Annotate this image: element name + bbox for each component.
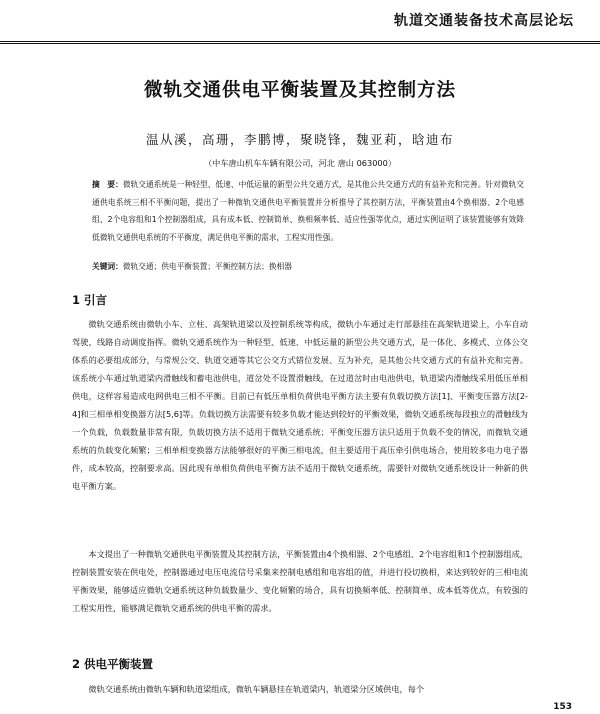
article-title: 微轨交通供电平衡装置及其控制方法 xyxy=(143,80,456,101)
body-paragraph: 微轨交通系统由微轨小车、立柱、高架轨道梁以及控制系统等构成，微轨小车通过走行部悬挂在高架轨道梁上，小车自动驾驶，线路自动调度指挥。微轨交通系统作为一种轻型、低速、中低运量的新型公共交通方式，是一体化、多模式、立体公交体系的必要组成部分，与常规公交、轨道交通等其它公交方式错位发展、互为补充，是其他公共交通方式的有益补充和完善。该系统小车通过轨道梁内滑触线和蓄电池供电，道岔处不设置滑触线，在过道岔时由电池供电，轨道梁内滑触线采用低压单相供电，这样容易造成电网供电三相不平衡。目前已有低压单相负荷供电平衡方法主要有负载切换方法[1]、平衡变压器方法[2-4]和三相单相变换器方法[5,6]等。负载切换方法需要有较多负载才能达到较好的平衡效果，微轨交通系统每段独立的滑触线为一个负载，负载数量非常有限，负载切换方法不适用于微轨交通系统；平衡变压器方法只适用于负载不变的情况，而微轨交通系统的负载变化频繁；三相单相变换器方法能够很好的平衡三相电流，但主要适用于高压牵引供电场合，使用较多电力电子器件，成本较高，控制要求高。因此现有单相负荷供电平衡方法不适用于微轨交通系统，需要针对微轨交通系统设计一种新的供电平衡方案。 xyxy=(72,319,528,491)
keywords xyxy=(92,260,524,274)
abstract xyxy=(92,176,524,246)
section-heading-introduction: 1 引言 xyxy=(72,293,108,307)
abstract-label: 摘 要： xyxy=(92,180,123,189)
journal-title: 轨道交通装备技术高层论坛 xyxy=(394,13,574,29)
author-list: 温从溪，高珊，李鹏博，聚晓锋，魏亚莉，晗迪布 xyxy=(145,132,454,147)
running-header xyxy=(0,0,600,44)
abstract-text: 微轨交通系统是一种轻型、低速、中低运量的新型公共交通方式，是其他公共交通方式的有益补充和完善。针对微轨交通供电系统三相不平衡问题，提出了一种微轨交通供电平衡装置并分析推导了其控制方法，平衡装置由4个换相器、2个电感组、2个电容组和1个控制器组成，具有成本低、控制简单、换相频率低、适应性强等优点，通过实例证明了该装置能够有效降低微轨交通供电系统的不平衡度，满足供电平衡的需求，工程实用性强。 xyxy=(92,180,524,242)
keywords-label: 关键词： xyxy=(92,262,123,271)
body-paragraph: 本文提出了一种微轨交通供电平衡装置及其控制方法，平衡装置由4个换相器、2个电感组、2个电容组和1个控制器组成，控制装置安装在供电处，控制器通过电压电流信号采集来控制电感组和电容组的值，并进行投切换相，来达到较好的三相电流平衡效果，能够适应微轨交通系统这种负载数量少、变化频繁的场合，具有切换频率低、控制简单、成本低等优点，有较强的工程实用性，能够满足微轨交通系统的供电平衡的需求。 xyxy=(72,549,528,613)
section-heading-power-balance-device: 2 供电平衡装置 xyxy=(72,657,154,671)
page-number: 153 xyxy=(553,702,572,712)
body-paragraph: 微轨交通系统由微轨车辆和轨道梁组成，微轨车辆悬挂在轨道梁内，轨道梁分区域供电，每个 xyxy=(88,684,425,694)
affiliation: （中车唐山机车车辆有限公司，河北 唐山 063000） xyxy=(203,158,397,168)
keywords-text: 微轨交通；供电平衡装置；平衡控制方法；换相器 xyxy=(122,262,292,271)
